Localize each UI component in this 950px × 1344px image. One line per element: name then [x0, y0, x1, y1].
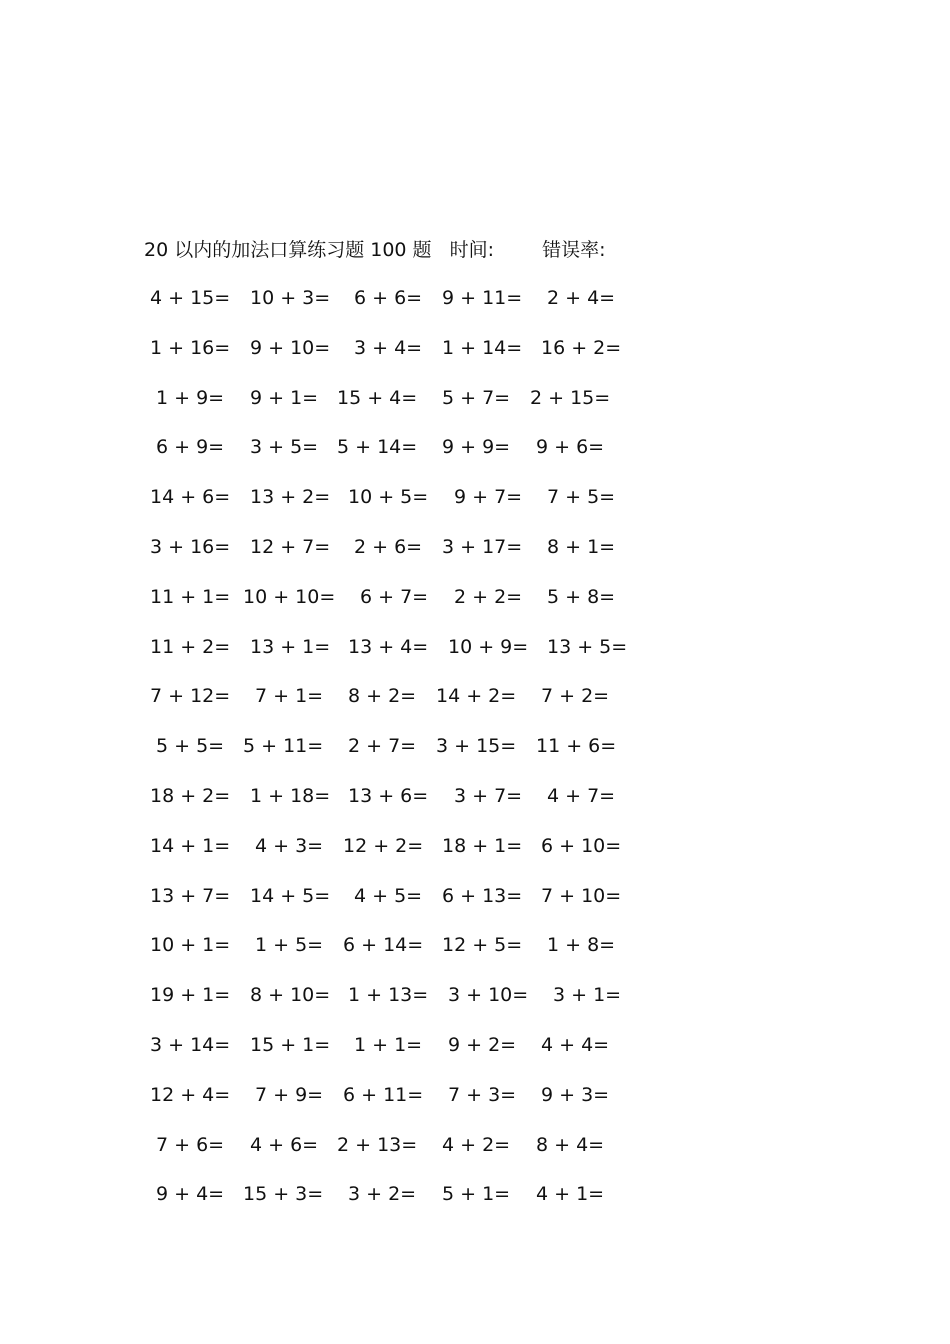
problem-item: 3 + 15=	[436, 735, 517, 757]
problem-item: 4 + 1=	[536, 1183, 605, 1205]
problem-item: 7 + 5=	[547, 486, 616, 508]
problem-item: 13 + 7=	[150, 885, 231, 907]
problem-item: 9 + 3=	[541, 1084, 610, 1106]
problem-item: 10 + 9=	[448, 636, 529, 658]
problem-item: 19 + 1=	[150, 984, 231, 1006]
problem-item: 6 + 7=	[360, 586, 429, 608]
problem-item: 12 + 2=	[343, 835, 424, 857]
worksheet-title: 20 以内的加法口算练习题 100 题	[144, 239, 432, 261]
problem-item: 6 + 14=	[343, 934, 424, 956]
problem-item: 11 + 6=	[536, 735, 617, 757]
problem-item: 7 + 9=	[255, 1084, 324, 1106]
problem-item: 6 + 13=	[442, 885, 523, 907]
problem-item: 12 + 7=	[250, 536, 331, 558]
error-rate-label: 错误率:	[542, 239, 606, 261]
problem-item: 7 + 6=	[156, 1134, 225, 1156]
problem-item: 3 + 16=	[150, 536, 231, 558]
problem-item: 9 + 7=	[454, 486, 523, 508]
problem-item: 9 + 4=	[156, 1183, 225, 1205]
problem-item: 6 + 9=	[156, 436, 225, 458]
problem-item: 4 + 4=	[541, 1034, 610, 1056]
problem-item: 2 + 6=	[354, 536, 423, 558]
problem-item: 3 + 1=	[553, 984, 622, 1006]
problem-item: 7 + 2=	[541, 685, 610, 707]
problem-item: 14 + 1=	[150, 835, 231, 857]
problem-item: 10 + 5=	[348, 486, 429, 508]
problem-item: 13 + 5=	[547, 636, 628, 658]
problem-item: 10 + 10=	[243, 586, 336, 608]
problem-item: 4 + 3=	[255, 835, 324, 857]
problem-item: 8 + 4=	[536, 1134, 605, 1156]
problem-item: 13 + 6=	[348, 785, 429, 807]
problem-item: 1 + 14=	[442, 337, 523, 359]
problem-item: 9 + 11=	[442, 287, 523, 309]
problem-item: 7 + 1=	[255, 685, 324, 707]
problem-item: 3 + 14=	[150, 1034, 231, 1056]
problem-item: 6 + 6=	[354, 287, 423, 309]
problem-item: 8 + 2=	[348, 685, 417, 707]
problem-item: 13 + 4=	[348, 636, 429, 658]
problem-item: 9 + 2=	[448, 1034, 517, 1056]
problem-item: 3 + 17=	[442, 536, 523, 558]
problem-item: 18 + 1=	[442, 835, 523, 857]
problem-item: 7 + 3=	[448, 1084, 517, 1106]
problem-item: 11 + 2=	[150, 636, 231, 658]
problem-item: 9 + 10=	[250, 337, 331, 359]
problem-item: 10 + 1=	[150, 934, 231, 956]
problem-item: 1 + 16=	[150, 337, 231, 359]
problem-item: 11 + 1=	[150, 586, 231, 608]
problem-item: 2 + 2=	[454, 586, 523, 608]
problem-item: 8 + 10=	[250, 984, 331, 1006]
problem-item: 5 + 14=	[337, 436, 418, 458]
problem-item: 1 + 13=	[348, 984, 429, 1006]
problem-item: 16 + 2=	[541, 337, 622, 359]
problem-item: 6 + 11=	[343, 1084, 424, 1106]
problem-item: 1 + 18=	[250, 785, 331, 807]
problem-item: 1 + 9=	[156, 387, 225, 409]
problem-item: 14 + 6=	[150, 486, 231, 508]
problem-item: 4 + 2=	[442, 1134, 511, 1156]
problem-item: 14 + 2=	[436, 685, 517, 707]
problem-item: 4 + 7=	[547, 785, 616, 807]
problem-item: 2 + 13=	[337, 1134, 418, 1156]
problem-item: 12 + 4=	[150, 1084, 231, 1106]
problem-item: 8 + 1=	[547, 536, 616, 558]
problem-item: 10 + 3=	[250, 287, 331, 309]
problem-item: 18 + 2=	[150, 785, 231, 807]
problem-item: 5 + 8=	[547, 586, 616, 608]
problem-item: 4 + 5=	[354, 885, 423, 907]
problem-item: 7 + 10=	[541, 885, 622, 907]
problem-item: 1 + 1=	[354, 1034, 423, 1056]
problem-item: 4 + 6=	[250, 1134, 319, 1156]
problem-item: 1 + 8=	[547, 934, 616, 956]
problem-item: 3 + 2=	[348, 1183, 417, 1205]
problem-item: 5 + 7=	[442, 387, 511, 409]
problem-item: 5 + 5=	[156, 735, 225, 757]
problem-item: 2 + 15=	[530, 387, 611, 409]
problem-item: 3 + 10=	[448, 984, 529, 1006]
problem-item: 13 + 1=	[250, 636, 331, 658]
problem-item: 2 + 4=	[547, 287, 616, 309]
problem-item: 2 + 7=	[348, 735, 417, 757]
problem-item: 13 + 2=	[250, 486, 331, 508]
problem-item: 14 + 5=	[250, 885, 331, 907]
problem-item: 3 + 5=	[250, 436, 319, 458]
problem-item: 7 + 12=	[150, 685, 231, 707]
problem-item: 15 + 1=	[250, 1034, 331, 1056]
problem-item: 3 + 4=	[354, 337, 423, 359]
problem-item: 12 + 5=	[442, 934, 523, 956]
problem-item: 15 + 3=	[243, 1183, 324, 1205]
problem-item: 5 + 1=	[442, 1183, 511, 1205]
problem-item: 3 + 7=	[454, 785, 523, 807]
problem-item: 6 + 10=	[541, 835, 622, 857]
problem-item: 9 + 1=	[250, 387, 319, 409]
time-label: 时间:	[449, 239, 495, 261]
problem-item: 9 + 9=	[442, 436, 511, 458]
problem-item: 1 + 5=	[255, 934, 324, 956]
problem-item: 15 + 4=	[337, 387, 418, 409]
problem-item: 4 + 15=	[150, 287, 231, 309]
problem-item: 9 + 6=	[536, 436, 605, 458]
problem-item: 5 + 11=	[243, 735, 324, 757]
